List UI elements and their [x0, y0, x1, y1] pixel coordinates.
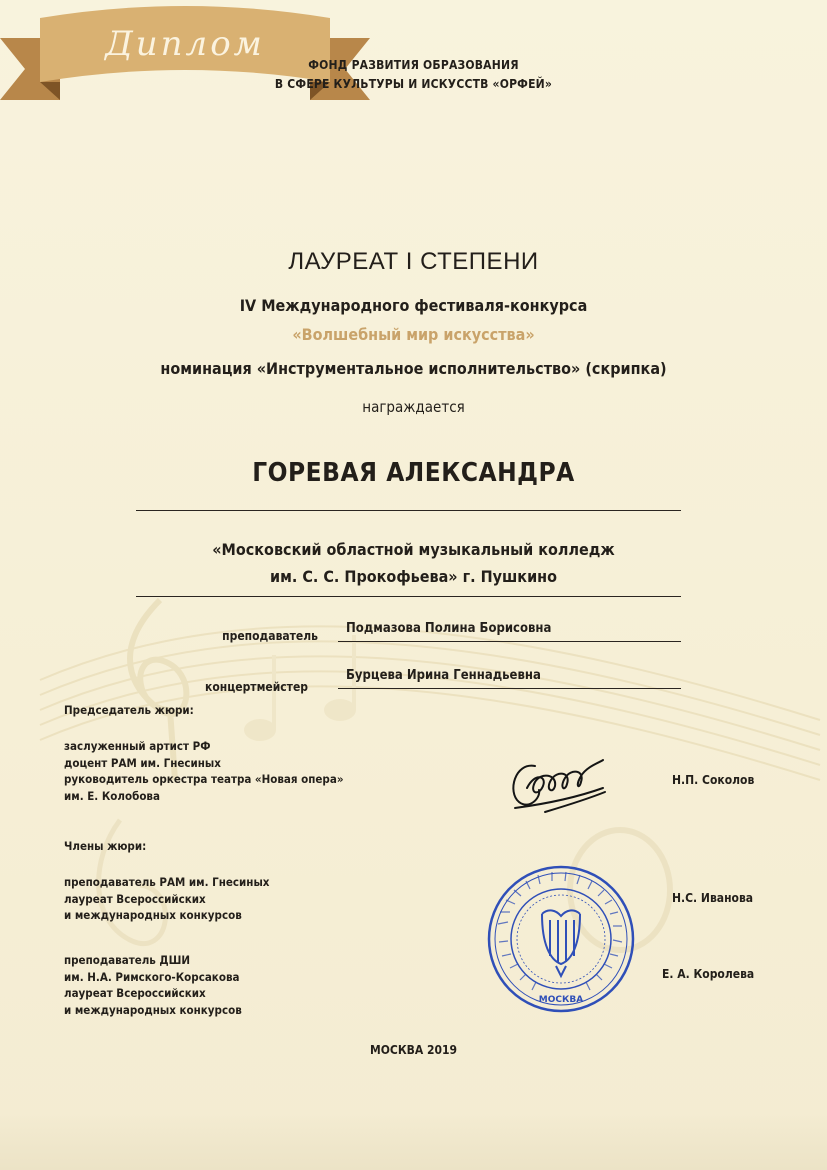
- college-underline: [136, 596, 681, 597]
- ribbon-title: Диплом: [105, 24, 265, 64]
- winner-name: ГОРЕВАЯ АЛЕКСАНДРА: [252, 458, 575, 488]
- accompanist-underline: [338, 688, 681, 689]
- jury-chair-label: Председатель жюри:: [64, 703, 194, 717]
- jury-member-1-name: Н.С. Иванова: [672, 891, 754, 905]
- jury-chair-description: [64, 738, 344, 804]
- page-bottom-shadow: [0, 1110, 827, 1170]
- jury-member-1-desc-line: и международных конкурсов: [64, 908, 242, 922]
- festival-title: IV Международного фестиваля-конкурса: [239, 296, 588, 315]
- jury-member-1-description: [64, 874, 269, 924]
- jury-chair-desc-line: заслуженный артист РФ: [64, 739, 211, 753]
- jury-member-2-name: Е. А. Королева: [662, 967, 755, 981]
- jury-member-1-desc-line: лауреат Всероссийских: [64, 891, 206, 906]
- stamp-city: МОСКВА: [538, 995, 584, 1005]
- jury-member-2-desc-line: лауреат Всероссийских: [64, 986, 206, 1000]
- official-stamp: [486, 864, 636, 1014]
- jury-member-2-desc-line: и международных конкурсов: [64, 1002, 242, 1017]
- festival-name: «Волшебный мир искусства»: [292, 325, 535, 344]
- laureate-degree: ЛАУРЕАТ I СТЕПЕНИ: [288, 248, 539, 275]
- winner-underline: [136, 510, 681, 511]
- nomination: номинация «Инструментальное исполнительство» (скрипка): [160, 359, 667, 378]
- college-line-1: «Московский областной музыкальный колледж: [212, 540, 615, 559]
- organization-line-2: В СФЕРЕ КУЛЬТУРЫ И ИСКУССТВ «ОРФЕЙ»: [274, 77, 553, 91]
- jury-chair-name: Н.П. Соколов: [672, 773, 755, 787]
- jury-member-2-description: [64, 952, 242, 1018]
- teacher-label: преподаватель: [222, 629, 318, 643]
- organization-line-1: ФОНД РАЗВИТИЯ ОБРАЗОВАНИЯ: [308, 58, 519, 72]
- jury-chair-desc-line: доцент РАМ им. Гнесиных: [64, 755, 221, 770]
- jury-members-label: Члены жюри:: [64, 839, 147, 853]
- city-year: МОСКВА 2019: [369, 1043, 458, 1057]
- accompanist-name: Бурцева Ирина Геннадьевна: [346, 668, 541, 683]
- teacher-name: Подмазова Полина Борисовна: [346, 621, 552, 636]
- awarded-label: награждается: [362, 398, 465, 416]
- chair-signature: [505, 752, 610, 814]
- jury-member-2-desc-line: преподаватель ДШИ: [64, 953, 191, 967]
- college-line-2: им. С. С. Прокофьева» г. Пушкино: [270, 567, 557, 586]
- accompanist-label: концертмейстер: [205, 680, 308, 694]
- jury-member-1-desc-line: преподаватель РАМ им. Гнесиных: [64, 875, 270, 889]
- jury-chair-desc-line: им. Е. Колобова: [64, 788, 160, 803]
- organization-name: [0, 56, 827, 94]
- jury-chair-desc-line: руководитель оркестра театра «Новая опера»: [64, 772, 344, 786]
- teacher-underline: [338, 641, 681, 642]
- jury-member-2-desc-line: им. Н.А. Римского-Корсакова: [64, 969, 240, 984]
